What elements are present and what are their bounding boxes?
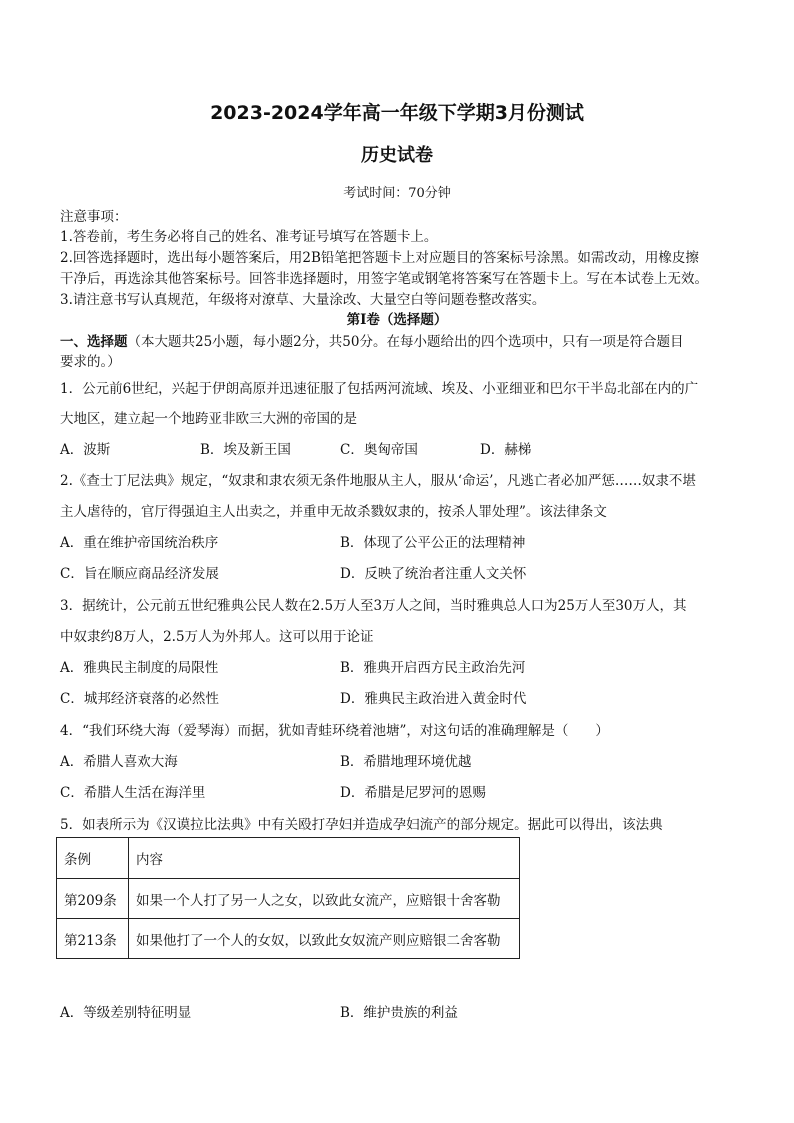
section-text: （本大题共25小题，每小题2分，共50分。在每小题给出的四个选项中，只有一项是符合题目 [127,334,684,350]
table-row [57,919,520,959]
q2-option-d[interactable]: D．反映了统治者注重人文关怀 [340,566,527,582]
q4-option-d[interactable]: D．希腊是尼罗河的恩赐 [340,785,486,801]
q3-option-a[interactable]: A．雅典民主制度的局限性 [60,660,219,676]
section-instruction [60,330,683,350]
question-3-line1: 3．据统计，公元前五世纪雅典公民人数在2.5万人至3万人之间，当时雅典总人口为25万人至30万人，其 [60,598,687,614]
q4-option-c[interactable]: C．希腊人生活在海洋里 [60,785,206,801]
q3-option-b[interactable]: B．雅典开启西方民主政治先河 [340,660,526,676]
note-line: 干净后，再选涂其他答案标号。回答非选择题时，用签字笔或钢笔将答案写在答题卡上。写在本试卷上无效。 [60,271,708,287]
law-table [56,837,520,959]
table-cell: 如果他打了一个人的女奴，以致此女奴流产则应赔银二舍客勒 [129,919,520,959]
exam-title: 2023-2024学年高一年级下学期3月份测试 [210,102,584,124]
q4-option-a[interactable]: A．希腊人喜欢大海 [60,754,178,770]
question-5-line1: 5．如表所示为《汉谟拉比法典》中有关殴打孕妇并造成孕妇流产的部分规定。据此可以得出，该法典 [60,817,663,833]
q3-option-d[interactable]: D．雅典民主政治进入黄金时代 [340,691,527,707]
note-line: 3.请注意书写认真规范，年级将对潦草、大量涂改、大量空白等问题卷整改落实。 [60,292,546,308]
table-row [57,879,520,919]
question-1-line2: 大地区，建立起一个地跨亚非欧三大洲的帝国的是 [60,411,357,427]
note-line: 2.回答选择题时，选出每小题答案后，用2B铅笔把答题卡上对应题目的答案标号涂黑。如需改动，用橡皮擦 [60,250,699,266]
note-line: 1.答卷前，考生务必将自己的姓名、准考证号填写在答题卡上。 [60,229,438,245]
q1-option-c[interactable]: C．奥匈帝国 [340,442,418,458]
table-cell: 第209条 [57,879,129,919]
q3-option-c[interactable]: C．城邦经济衰落的必然性 [60,691,219,707]
q5-option-b[interactable]: B．维护贵族的利益 [340,1005,458,1021]
table-cell: 如果一个人打了另一人之女，以致此女流产，应赔银十舍客勒 [129,879,520,919]
part1-heading: 第Ⅰ卷（选择题） [346,312,448,328]
table-header: 条例 [57,838,129,879]
table-header: 内容 [129,838,520,879]
question-1-line1: 1．公元前6世纪，兴起于伊朗高原并迅速征服了包括两河流域、埃及、小亚细亚和巴尔干半岛北部在内的广 [60,381,699,397]
section-instruction-line2: 要求的。） [60,354,121,370]
table-header-row [57,838,520,879]
question-3-line2: 中奴隶约8万人，2.5万人为外邦人。这可以用于论证 [60,629,374,645]
notes-heading: 注意事项： [60,209,128,225]
exam-time: 考试时间：70分钟 [343,186,451,201]
table-cell: 第213条 [57,919,129,959]
question-4-line1: 4．“我们环绕大海（爱琴海）而据，犹如青蛙环绕着池塘”，对这句话的准确理解是（ ） [60,723,609,739]
section-label: 一、选择题 [60,334,128,350]
q2-option-b[interactable]: B．体现了公平公正的法理精神 [340,535,526,551]
q2-option-c[interactable]: C．旨在顺应商品经济发展 [60,566,219,582]
q4-option-b[interactable]: B．希腊地理环境优越 [340,754,472,770]
q2-option-a[interactable]: A．重在维护帝国统治秩序 [60,535,219,551]
subject-title: 历史试卷 [361,145,433,166]
q1-option-a[interactable]: A．波斯 [60,442,111,458]
q1-option-d[interactable]: D．赫梯 [480,442,532,458]
question-2-line2: 主人虐待的，官厅得强迫主人出卖之，并重申无故杀戮奴隶的，按杀人罪处理”。该法律条文 [60,504,607,520]
question-2-line1: 2.《查士丁尼法典》规定，“奴隶和隶农须无条件地服从主人，服从‘命运’，凡逃亡者必加严惩……奴隶不堪 [60,473,696,489]
q5-option-a[interactable]: A．等级差别特征明显 [60,1005,192,1021]
q1-option-b[interactable]: B．埃及新王国 [200,442,291,458]
